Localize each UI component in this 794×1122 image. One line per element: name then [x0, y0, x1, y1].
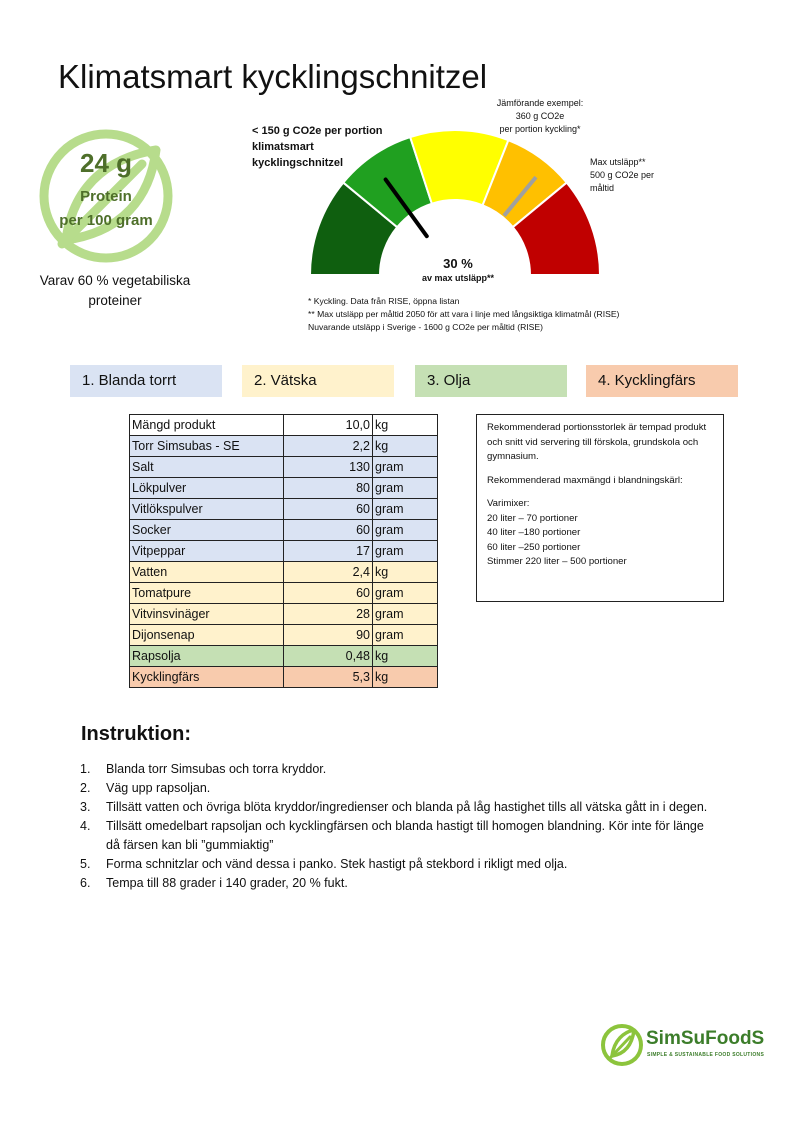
ingredient-row — [130, 541, 438, 562]
ingredients-table — [129, 414, 438, 688]
gauge-center — [398, 256, 518, 283]
ingredient-unit: kg — [373, 562, 438, 583]
instructions-title: Instruktion: — [81, 723, 191, 745]
ingredient-unit: kg — [373, 667, 438, 688]
instruction-item — [80, 779, 720, 798]
ingredient-row — [130, 499, 438, 520]
gauge-max-label — [590, 156, 680, 195]
ingredient-unit: gram — [373, 457, 438, 478]
ingredient-name: Torr Simsubas - SE — [130, 436, 284, 457]
gauge-compare-line2: 360 g CO2e — [515, 111, 565, 121]
step-chicken: 4. Kycklingfärs — [586, 365, 738, 397]
step-liquid: 2. Vätska — [242, 365, 394, 397]
ingredient-amount: 60 — [284, 583, 373, 604]
mixer-line-5: Stimmer 220 liter – 500 portioner — [487, 556, 627, 567]
ingredient-amount: 60 — [284, 520, 373, 541]
instructions-list — [80, 760, 720, 893]
step-oil: 3. Olja — [415, 365, 567, 397]
instruction-item — [80, 874, 720, 893]
instruction-text: Tempa till 88 grader i 140 grader, 20 % fukt. — [106, 876, 348, 890]
ingredient-unit: kg — [373, 646, 438, 667]
instruction-item — [80, 798, 720, 817]
ingredient-unit: kg — [373, 415, 438, 436]
ingredient-name: Vitvinsvinäger — [130, 604, 284, 625]
ingredient-unit: gram — [373, 604, 438, 625]
instruction-number: 5. — [80, 857, 91, 871]
instruction-number: 2. — [80, 781, 91, 795]
ingredient-amount: 17 — [284, 541, 373, 562]
portion-info-p2: Rekommenderad maxmängd i blandningskärl: — [487, 474, 683, 486]
ingredient-name: Salt — [130, 457, 284, 478]
gauge-target-line3: kycklingschnitzel — [252, 157, 344, 169]
gauge-compare-line1: Jämförande exempel: — [496, 98, 584, 108]
mixer-line-2: 20 liter – 70 portioner — [487, 512, 578, 524]
ingredient-name: Vitpeppar — [130, 541, 284, 562]
mixer-line-3: 40 liter –180 portioner — [487, 527, 581, 538]
gauge-target-line1: < 150 g CO2e per portion — [252, 125, 383, 137]
page-title: Klimatsmart kycklingschnitzel — [58, 58, 488, 95]
ingredient-unit: kg — [373, 436, 438, 457]
ingredient-name: Tomatpure — [130, 583, 284, 604]
instruction-item — [80, 760, 720, 779]
ingredient-amount: 2,4 — [284, 562, 373, 583]
ingredient-row — [130, 520, 438, 541]
gauge-percent-label: av max utsläpp** — [421, 273, 495, 283]
ingredient-row — [130, 457, 438, 478]
instruction-text: Väg upp rapsoljan. — [106, 781, 211, 795]
instruction-number: 3. — [80, 800, 91, 814]
instruction-text: Forma schnitzlar och vänd dessa i panko. Stek hastigt på stekbord i rikligt med olja. — [106, 857, 568, 871]
instruction-text: Blanda torr Simsubas och torra kryddor. — [106, 762, 327, 776]
ingredient-name: Vatten — [130, 562, 284, 583]
footnote-3: Nuvarande utsläpp i Sverige - 1600 g CO2e per måltid (RISE) — [308, 322, 544, 332]
protein-amount: 24 g — [79, 148, 133, 178]
logo-name: SimSuFoodS — [646, 1028, 765, 1049]
gauge-compare-label — [480, 97, 600, 136]
footnote-1: * Kyckling. Data från RISE, öppna listan — [308, 296, 460, 306]
ingredient-row — [130, 667, 438, 688]
ingredient-amount: 28 — [284, 604, 373, 625]
ingredient-name: Mängd produkt — [130, 415, 284, 436]
protein-label: Protein — [80, 188, 132, 205]
ingredient-name: Vitlökspulver — [130, 499, 284, 520]
ingredient-row — [130, 562, 438, 583]
ingredient-amount: 2,2 — [284, 436, 373, 457]
gauge-max-line2: 500 g CO2e per — [590, 170, 655, 180]
instruction-number: 1. — [80, 762, 91, 776]
instruction-item — [80, 817, 720, 855]
ingredient-name: Lökpulver — [130, 478, 284, 499]
instruction-number: 4. — [80, 819, 91, 833]
ingredient-row — [130, 478, 438, 499]
ingredient-row — [130, 604, 438, 625]
gauge-target-line2: klimatsmart — [252, 141, 314, 153]
footnote-2: ** Max utsläpp per måltid 2050 för att vara i linje med långsiktiga klimatmål (RISE) — [308, 309, 620, 319]
gauge-target-label — [252, 123, 412, 171]
ingredient-unit: gram — [373, 583, 438, 604]
ingredient-amount: 90 — [284, 625, 373, 646]
gauge-max-line1: Max utsläpp** — [590, 157, 646, 167]
instruction-text: Tillsätt omedelbart rapsoljan och kycklingfärsen och blanda hastigt till homogen blandning. Kör inte för länge då färsen kan bli ”gummiaktig” — [106, 819, 704, 852]
logo-tagline: SIMPLE & SUSTAINABLE FOOD SOLUTIONS — [647, 1052, 765, 1058]
ingredient-unit: gram — [373, 625, 438, 646]
ingredient-amount: 80 — [284, 478, 373, 499]
protein-badge-text — [38, 148, 174, 233]
gauge-compare-line3: per portion kyckling* — [499, 124, 581, 134]
ingredient-amount: 130 — [284, 457, 373, 478]
portion-info-box — [476, 414, 724, 602]
ingredient-name: Rapsolja — [130, 646, 284, 667]
protein-per-label: per 100 gram — [59, 212, 153, 229]
ingredient-name: Kycklingfärs — [130, 667, 284, 688]
ingredient-unit: gram — [373, 499, 438, 520]
ingredient-amount: 10,0 — [284, 415, 373, 436]
instruction-number: 6. — [80, 876, 91, 890]
mixer-line-4: 60 liter –250 portioner — [487, 541, 581, 553]
ingredient-row — [130, 436, 438, 457]
ingredient-name: Dijonsenap — [130, 625, 284, 646]
step-dry: 1. Blanda torrt — [70, 365, 222, 397]
footnotes — [308, 295, 728, 334]
ingredient-unit: gram — [373, 520, 438, 541]
portion-info-p1: Rekommenderad portionsstorlek är tempad produkt och snitt vid servering till förskola, grundskola och gymnasium. — [487, 422, 707, 462]
gauge-percent-value: 30 % — [443, 256, 473, 271]
ingredient-name: Socker — [130, 520, 284, 541]
ingredient-row — [130, 415, 438, 436]
ingredient-unit: gram — [373, 541, 438, 562]
gauge-max-line3: måltid — [590, 183, 615, 193]
instruction-text: Tillsätt vatten och övriga blöta kryddor/ingredienser och blanda på låg hastighet tills all vätska gått in i degen. — [106, 800, 708, 814]
instruction-item — [80, 855, 720, 874]
ingredient-amount: 60 — [284, 499, 373, 520]
ingredient-row — [130, 625, 438, 646]
mixer-line-1: Varimixer: — [487, 498, 530, 509]
ingredient-row — [130, 583, 438, 604]
ingredient-amount: 0,48 — [284, 646, 373, 667]
protein-note: Varav 60 % vegetabiliska proteiner — [39, 273, 191, 308]
ingredient-amount: 5,3 — [284, 667, 373, 688]
ingredient-row — [130, 646, 438, 667]
ingredient-unit: gram — [373, 478, 438, 499]
